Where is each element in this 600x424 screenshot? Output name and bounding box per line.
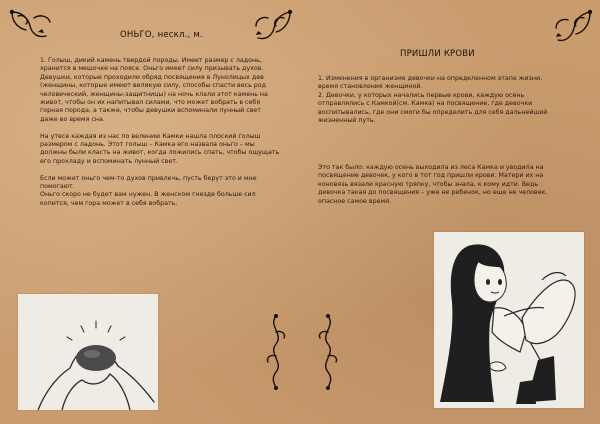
hands-holding-stone-illustration bbox=[18, 294, 158, 410]
right-page bbox=[300, 0, 600, 424]
left-page-text bbox=[40, 57, 280, 217]
definition-item: 2. Девочки, у которых начались первые крови, каждую осень отправлялись с Камкой(см. Камка) на посвящение, где девочки воспитывались, где они смоги бы определить для себя дальнейший жизненный путь. bbox=[318, 91, 548, 125]
left-page-title: ОНЬГО, нескл., м. bbox=[120, 30, 203, 40]
flourish-ornament-top-right bbox=[250, 8, 294, 48]
flourish-ornament-mid-left bbox=[314, 312, 342, 392]
story-paragraph: На утесе каждая из нас по велению Камки нашла плоский голыш размером с ладонь. Этот голыш – Камка его назвала оньго – мы должны были класть на живот, когда ложились спать, чтобы ощущать его прохладу и вспоминать лунный свет. bbox=[40, 132, 280, 165]
flourish-ornament-top-left bbox=[8, 8, 56, 44]
right-page-story bbox=[318, 164, 558, 214]
definition-item: 1. Изменения в организме девочки на определенном этапе жизни, время становления женщиной. bbox=[318, 75, 543, 91]
quote-paragraph: Если может оньго чем-то духов привлечь, пусть берут это и мне помогают. bbox=[40, 174, 257, 191]
quote-paragraph: Оньго скоро не будет вам нужен. В женском гнезде больше сил копится, чем гора может в себя вобрать. bbox=[40, 191, 256, 207]
flourish-ornament-top-right bbox=[548, 8, 594, 52]
right-page-definitions bbox=[318, 75, 558, 134]
right-page-title: ПРИШЛИ КРОВИ bbox=[400, 49, 475, 59]
definition-paragraph: 1. Голыш, дикий камень твердой породы. Имеет размер с ладонь, хранится в мешочке на поясе. Оньго имеет силу призывать духов. Девушки, которые проходили обряд посвящения в Лунолицых дев (женщины, которые имеют великую силу, способы спасти весь род человеческий, женщины-защитницы) на ночь клали этот камень на живот, чтобы он их напитывал силами, что может вобрать в себя горная порода, а также, чтобы девушки вспоминали лунный свет даже во время сна. bbox=[40, 57, 268, 123]
flourish-ornament-mid-right bbox=[262, 312, 290, 392]
girl-sitting-illustration bbox=[434, 232, 584, 408]
story-paragraph: Это так было: каждую осень выходила из леса Камка и уводила на посвящение девочек, у кого в тот год пришли крови. Матери их на коновязь вязали красную тряпку, чтобы знала, к кому идти. Ведь девочка такая до посвящения – уже не ребенок, но еще не человек, опасное самое время. bbox=[318, 164, 548, 205]
